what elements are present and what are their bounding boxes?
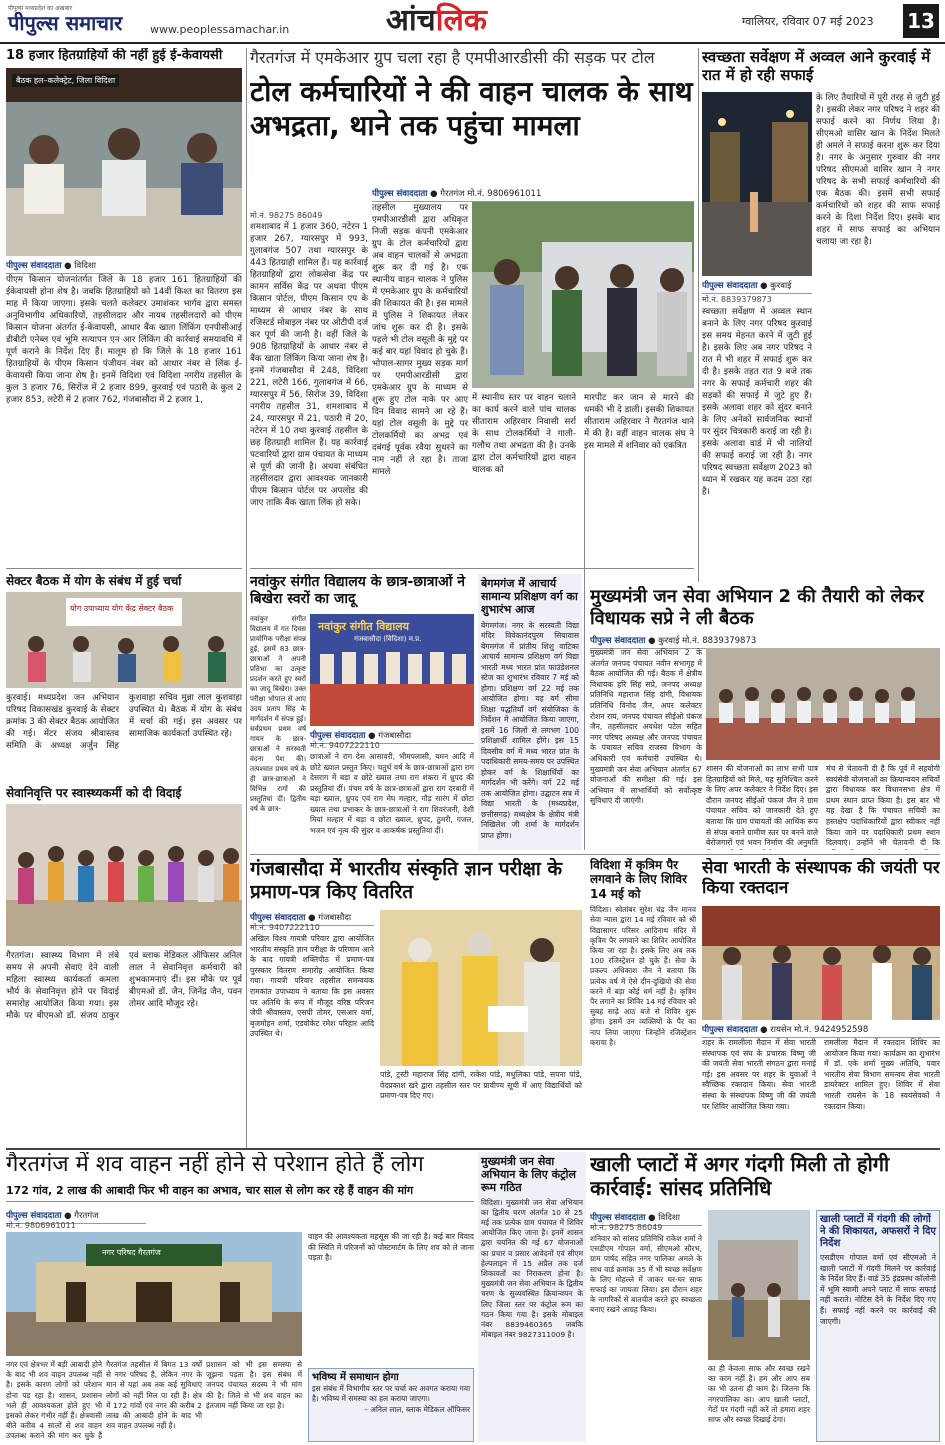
byline-name: पीपुल्स संवाददाता bbox=[590, 636, 646, 647]
byline-mobile: मो.नं. 98275 86049 bbox=[590, 1223, 663, 1232]
headline: विदिशा में कृत्रिम पैर लगवाने के लिए शिविर 14 मई को bbox=[590, 858, 687, 901]
toll-photo bbox=[472, 202, 694, 388]
kicker: गैरतगंज में एमकेआर ग्रुप चला रहा है एमपीआरडीसी की सड़क पर टोल bbox=[250, 48, 655, 67]
byline: पीपुल्स संवाददाता ● गैरतगंज मो.नं. 9806961011 bbox=[372, 186, 694, 202]
deck: 172 गांव, 2 लाख की आबादी फिर भी वाहन का अभाव, चार साल से लोग कर रहे हैं वाहन की मांग bbox=[6, 1184, 474, 1201]
body-text: शासन की योजनाओं का लाभ सभी पात्र हितग्राहियों को मिले, यह सुनिश्चित करने के लिए अपर कलेक्टर ने निर्देश दिए। इस दौरान जनपद सीईओ पंकज जैन ने ग्राम पंचायत सचिव को जानकारी देते हुए बताया कि ग्राम पंचायतों की आर्थिक रूप से संपन्न बनाने ग्रामीण स्तर पर बनने वाले बेरोजगारों एवं भवन निर्माण की अनुमति bbox=[706, 764, 818, 848]
byline-place: गंजबासौदा bbox=[318, 913, 352, 923]
byline-mobile: मो.नं. 9806961011 bbox=[6, 1221, 76, 1230]
plot-photo-graphic bbox=[708, 1210, 810, 1360]
story-control-room bbox=[478, 1152, 586, 1442]
meeting-photo bbox=[6, 68, 242, 256]
cm-photo-graphic bbox=[706, 648, 940, 760]
byline-name: पीपुल्स संवाददाता bbox=[310, 731, 366, 741]
body-text: छात्राओं ने राग देस आसावरी, भीमपलासी, यमन आदि में छोटे ख्याल प्रस्तुत किए। चतुर्थ वर्ष के छात्र-छात्राओं द्वारा राग देसराग में बड़ा व छोटे ख्याल तथा राग शंकरा में ध्रुपद की प्रस्तुतियां दीं। पंचम वर्ष के छात्र-छात्राओं द्वारा राग दरबारी में बड़ा ख्याल, ध्रुपद एवं राग मेघ मल्हार, गौड़ सारंग में छोटा ख्याल तथा प्रभाकर के छात्र-छात्राओं ने राग शिवरंजनी, देशी मियां मल्हार में बड़ा व छोटा ख्याल, ध्रुपद, ठुमरी, गजल, भजन एवं नृत्य की सुंदर व आकर्षक प्रस्तुतियां दीं। bbox=[310, 752, 474, 835]
side-box-title: खाली प्लाटों में गंदगी की लोगों ने की शिकायत, अफसरों ने दिए निर्देश bbox=[820, 1214, 936, 1249]
body-text: शहर के रामलीला मैदान में सेवा भारती संस्थापक एवं संघ के प्रचारक विष्णु जी की जयंती सेवा भारती संगठन द्वारा मनाई गई। इस अवसर पर शहर के युवाओं ने स्वैच्छिक रक्तदान किया। सेवा भारती संस्था के संस्थापक विष्णु जी की जयंती पर शिविर आयोजित किया गया। bbox=[702, 1038, 816, 1111]
night-photo-graphic bbox=[702, 92, 812, 276]
sector-meeting-photo bbox=[6, 592, 242, 688]
blood-photo-graphic bbox=[702, 906, 940, 1020]
byline-mobile: मो.नं. 8839379873 bbox=[682, 636, 757, 647]
story-gyan bbox=[250, 858, 582, 1144]
byline-mobile: मो.नं. 8839379873 bbox=[702, 295, 772, 304]
body-text: वाहन की आवश्यकता महसूस की जा रही है। कई बार विवाद की स्थिति में परिजनों को पोस्टमार्टम के लिए शव को ले जाना पड़ता है। bbox=[308, 1232, 474, 1263]
byline-place: गंजबासौदा bbox=[378, 731, 412, 741]
cm-meeting-photo bbox=[706, 648, 940, 760]
side-box-sign: – अनिल लाल, ब्लाक मेडिकल ऑफिसर bbox=[364, 1405, 470, 1414]
side-box-title: भविष्य में समाधान होगा bbox=[312, 1372, 399, 1383]
headline: सेक्टर बैठक में योग के संबंध में हुई चर्चा bbox=[6, 574, 182, 588]
byline: पीपुल्स संवाददाता ● रायसेन मो.नं. 9424952598 bbox=[702, 1022, 940, 1038]
side-box bbox=[816, 1210, 940, 1442]
column-rule bbox=[246, 48, 247, 1148]
byline-name: पीपुल्स संवाददाता bbox=[6, 261, 62, 271]
story-shav bbox=[6, 1152, 474, 1442]
body-text: नगर एवं क्षेत्रभर में बड़ी आबादी होने के बाद भी शव वाहन उपलब्ध नहीं है। इसके कारण लोगों को परेशान होना पड़ रहा है। शासन, प्रशासन भले ही आवश्यकता होते हुए भी इसको लेकर गंभीर नहीं हैं। क्षेत्रवासी बीते करीब 4 सालों से शव वाहन उपलब्ध कराने की मांग कर चुके हैं bbox=[6, 1360, 102, 1441]
body-text: मुख्यमंत्री जन सेवा अभियान 2 के अंतर्गत जनपद पंचायत नवीन सभागृह में बैठक आयोजित की गई। बैठक में क्षेत्रीय विधायक हरि सिंह सप्रे, जनपद अध्यक्ष प्रतिनिधि महाराज सिंह दांगी, विधायक प्रतिनिधि विनोद जैन, अपर कलेक्टर रोशन राय, जनपद पंचायत सीईओ पंकज जैन, तहसीलदार अवधेश पटेल सहित नगर परिषद अध्यक्ष और जनपद पंचायत के पंचायत सचिव राजस्व विभाग के अधिकारी एवं कर्मचारी उपस्थित थे। मुख्यमंत्री जन सेवा अभियान अंतर्गत 67 योजनाओं की समीक्षा की गई। इस अभियान में लाभार्थियों को सर्वोत्कृष्ट सुविधाएं दी जाएंगी। bbox=[590, 648, 702, 806]
body-text: शमशाबाद में 1 हजार 360, नटेरन 1 हजार 267, ग्यारसपुर में 993, गुलाबगंज 507 तथा ग्यारसपुर के 443 हितग्राही शामिल हैं। यह कार्रवाई हितग्राहियों द्वारा लोकसेवा केंद्र पर कामन सर्विस केंद्र पर अथवा पीएम किसान पोर्टल, पीएम किसान एप के माध्यम से आधार नंबर के साथ रजिस्टर्ड मोबाइल नंबर पर ओटीपी दर्ज कर पूर्ण की जानी है। वहीं जिले के 908 हितग्राहियों के आधार नंबर से बैंक खाता लिंकिंग किया जाना शेष है। इनमें गंजबासौदा में 248, विदिशा 221, लटेरी 166, गुलाबगंज में 66, ग्यारसपुर में 56, सिरोंज 39, विदिशा नगरीय तहसील 31, शमशाबाद में 24, ग्यारसपुर में 21, पठारी में 20, नटेरन में 10 तथा कुरवाई तहसील के छह हितग्राही शामिल हैं। यह कार्रवाई पटवारियों द्वारा ग्राम पंचायत के माध्यम से पूर्ण की जानी है। अथवा संबंधित तहसीलदार द्वारा आवश्यक जानकारी पीएम किसान पोर्टल पर अपलोड की जाए ताकि बैंक खाता लिंक हो सके। bbox=[250, 222, 368, 508]
headline: 18 हजार हितग्राहियों की नहीं हुई ई-केवायसी bbox=[6, 48, 223, 63]
body-text: का ही केवला साफ और स्वच्छ रखने का काम नहीं है। हम और आप सब का भी उतना ही काम है। जितना कि नगरपालिका का। आप खाली प्लाटों, गेटों पर गंदगी नहीं करें तो हमारा शहर साफ और स्वच्छ दिखाई देगा। bbox=[708, 1364, 810, 1425]
byline-mobile: मो.नं. 9407222110 bbox=[250, 923, 320, 932]
story-cm bbox=[590, 586, 940, 850]
farewell-photo bbox=[6, 804, 242, 946]
byline-name: पीपुल्स संवाददाता bbox=[702, 1025, 758, 1035]
plot-photo bbox=[708, 1210, 810, 1360]
rule bbox=[250, 854, 940, 855]
site-url[interactable]: www.peoplessamachar.in bbox=[150, 23, 290, 36]
toll-photo-graphic bbox=[472, 202, 694, 388]
story-plot bbox=[590, 1152, 940, 1442]
headline: स्वच्छता सर्वेक्षण में अव्वल आने कुरवाई में रात में हो रही सफाई bbox=[702, 48, 931, 84]
headline: नवांकुर संगीत विद्यालय के छात्र-छात्राओं ने बिखेरा स्वरों का जादू bbox=[250, 574, 466, 607]
body-text: गैरतगंज। स्वास्थ्य विभाग में लंबे समय से अपनी सेवाएं देने वाली महिला स्वास्थ्य कार्यकर्ता कमला भौर्य के सेवानिवृत्त होने पर विदाई समारोह आयोजित किया गया। इस मौके पर बीएमओ डॉ. संजय ठाकुर एवं ब्लाक मेडिकल ऑफिसर अनिल लाल ने सेवानिवृत्त कर्मचारी को शुभकामनाएं दीं। इस मौके पर पूर्व बीएमओ डॉ. जैन, जिनेंद्र जैन, पवन तोमर आदि मौजूद रहे। bbox=[6, 951, 242, 1021]
byline: पीपुल्स संवाददाता ● गंजबासौदा bbox=[250, 910, 374, 926]
story-sector bbox=[6, 574, 242, 780]
story-sewabharti bbox=[702, 858, 940, 1144]
dateline: ग्वालियर, रविवार 07 मई 2023 bbox=[742, 15, 874, 28]
byline: पीपुल्स संवाददाता ● गैरतगंज bbox=[6, 1208, 146, 1224]
headline: टोल कर्मचारियों ने की वाहन चालक के साथ अभद्रता, थाने तक पहुंचा मामला bbox=[250, 75, 693, 142]
body-text: विदिशा। स्वेतांबर सुरेश चंद्र जैन मानव सेवा न्यास द्वारा 14 मई रविवार को श्री विद्यासागर परिसर आदिनाथ मंदिर में कृत्रिम पैर लगवाने का शिविर आयोजित किया जा रहा है। इसके लिए अब तक 100 रजिस्ट्रेशन हो चुके हैं। सेवा के प्रकल्प अधिकाश जैन ने बताया कि प्रत्येक वर्ष में ऐसे दीन-दुखियों की सेवा करने में बड़ा कोई धर्म नहीं है। कृत्रिम पैर लगाने का शिविर 14 मई रविवार को सुबह साढ़े आठ बजे से शिविर शुरू होगा। इसमें उन व्यक्तियों के पैर का नाप लिया जाएगा जिन्होंने रजिस्ट्रेशन कराया है। bbox=[590, 905, 696, 1047]
story-ekyc-continued bbox=[250, 210, 368, 564]
side-box-text: एसडीएम गोपाल वर्मा एवं सीएमओ ने खाली प्लाटों में गंदगी मिलने पर कार्रवाई के निर्देश दिए हैं। वार्ड 35 इंद्रप्रस्थ कॉलोनी में भूमि स्वामी अपने प्लाट में साफ सफाई नहीं कराते। नोटिस देने के निर्देश दिए गए हैं। सफाई नहीं करने पर कार्रवाई की जाएगी। bbox=[820, 1253, 936, 1326]
story-music bbox=[250, 574, 474, 850]
section-title-part-b: लिक bbox=[435, 3, 487, 38]
rule bbox=[6, 1148, 940, 1150]
headline: सेवानिवृत्ति पर स्वास्थ्यकर्मी को दी विदाई bbox=[6, 786, 182, 800]
byline: पीपुल्स संवाददाता ● विदिशा bbox=[590, 1210, 702, 1226]
story-toll-headline bbox=[250, 48, 694, 208]
byline-name: पीपुल्स संवाददाता bbox=[250, 913, 306, 923]
body-text: मारपीट कर जान से मारने की धमकी भी दे डाली। इसकी शिकायत सीताराम अहिरवार ने गैरतगंज थाने में की है। वहीं वाहन चालक संघ ने इस मामले में शनिवार को एकत्रित bbox=[584, 393, 694, 451]
headline: गैरतगंज में शव वाहन नहीं होने से परेशान होते हैं लोग bbox=[6, 1152, 424, 1177]
body-text: पीएम किसान योजनांतर्गत जिले के 18 हजार 161 हितग्राहियों की ईकेवायसी होना शेष है। जबकि हितग्राहियों को 14वीं किश्त का वितरण इस माह में किया जाएगा। इसके चलते कलेक्टर उमाशंकर भार्गव द्वारा समस्त अनुविभागीय अधिकारियों, तहसीलदार और नायब तहसीलदारों को पीएम किसान योजना अंतर्गत ई-केवायसी, आधार बैंक खाता लिंकिंग एनपीसीआई डीबीटी एनेब्ल एवं भूमि सत्यापन एन आर लिंकिंग की कार्रवाई समयावधि में पूर्ण कराने के निर्देश दिए हैं। मालूम हो कि जिले के 18 हजार 161 हितग्राहियों के पीएम किसान पंजीयन नंबर को आधार नंबर से लिंक ई-केवायसी किया जाना शेष है। इनमें विदिशा एवं विदिशा नगरीय तहसील के कुल 3 हजार 76, सिरोंज में 2 हजार 899, कुरवाई एवं पठारी के कुल 2 हजार 853, लटेरी में 2 हजार 762, गंजबासौदा में 2 हजार 1, bbox=[6, 275, 242, 405]
body-text: में स्थानीय स्तर पर वाहन चलाने का कार्य करने वाले पांच चालक सीताराम अहिरवार निवासी सर्रा के साथ टोलकर्मियों ने गाली-गलौच तथा अभद्रता की है। उनके द्वारा टोल कर्मचारियों द्वारा वाहन चालक को bbox=[472, 393, 576, 475]
byline-place: कुरवाई bbox=[658, 636, 680, 647]
newspaper-logo bbox=[8, 4, 122, 34]
body-text: स्वच्छता सर्वेक्षण में अव्वल स्थान बनाने के लिए नगर परिषद कुरवाई इस समय मेहनत करने में जुटी हुई है। इसके लिए अब नगर परिषद ने रात में भी शहर में सफाई शुरू कर दी है। इसके तहत रात 9 बजे तक नगर के सफाई कर्मचारी शहर की सड़कों की सफाई में जुटे हुए हैं। इसके अलावा शहर को सुंदर बनाने के लिए अनेकों सार्वजनिक स्थानों पर सुंदर चित्रकारी कराई जा रही है। इसके अलावा वार्ड में भी नालियों की सफाई कराई जा रही है। नगर परिषद स्वच्छता सर्वेक्षण 2023 को ध्यान में रखकर यह कदम उठा रहा है। bbox=[702, 307, 812, 497]
story-acharya bbox=[478, 574, 582, 850]
headline: मुख्यमंत्री जन सेवा अभियान के लिए कंट्रोल रूम गठित bbox=[481, 1155, 576, 1195]
byline-mobile: मो.नं. 9407222110 bbox=[310, 741, 380, 750]
byline-place: रायसेन bbox=[770, 1025, 792, 1035]
meeting-photo-graphic bbox=[6, 68, 242, 256]
headline: गंजबासौदा में भारतीय संस्कृति ज्ञान परीक्षा के प्रमाण-पत्र किए वितरित bbox=[250, 858, 563, 903]
byline-place: कुरवाई bbox=[770, 281, 792, 291]
body-text: कुरवाई। मध्यप्रदेश जन अभियान परिषद विकासखंड कुरवाई के सेक्टर क्रमांक 3 की सेक्टर बैठक आयोजित की गई। मेंटर संजय श्रीवास्तव समिति के अध्यक्ष अर्जुन सिंह कुशवाहा सचिव मुन्ना लाल कुशवाहा उपस्थित थे। बैठक में योग के संबंध में चर्चा की गई। इस अवसर पर सामाजिक कार्यकर्ता उपस्थित रहे। bbox=[6, 693, 242, 751]
brand-tag: पीपुल्स मध्यप्रदेश का अखबार bbox=[8, 5, 73, 12]
body-text: शनिवार को सांसद प्रतिनिधि राकेश शर्मा ने एसडीएम गोपाल वर्मा, सीएमओ सौरभ, ग्राम पार्षद सहित नगर पालिका अमले के साथ वार्ड क्रमांक 35 में भी स्वच्छ सर्वेक्षण के लिए मोहल्ले में जाकर घर-घर साफ सफाई का जायजा लिया। इस दौरान शहर के नागरिकों से बातचीत करते हुए स्वच्छता बनाए रखने आग्रह किया। bbox=[590, 1234, 702, 1315]
headline: बेगमगंज में आचार्य सामान्य प्रशिक्षण वर्ग का शुभारंभ आज bbox=[481, 577, 578, 617]
photo-banner: योग उपाध्याय योग केंद्र सेक्टर बैठक bbox=[70, 604, 174, 613]
body-text: पांडे, ट्रस्टी महाराज सिंह दांगी, राकेश पांडे, मधुलिका पांडे, सपना पांडे, वेदप्रकाश खरे द्वारा तहसील स्तर पर प्रावीण्य सूची में आए विद्यार्थियों को प्रमाण-पत्र दिए गए। bbox=[380, 1070, 582, 1101]
byline-place: गैरतगंज bbox=[74, 1211, 99, 1221]
photo-banner: बैठक हल–कलेक्ट्रेट, जिला विदिशा bbox=[12, 74, 119, 87]
body-text: अखिल विश्व गायत्री परिवार द्वारा आयोजित भारतीय संस्कृति ज्ञान परीक्षा के परिणाम आने के बाद गायत्री शक्तिपीठ में प्रमाण-पत्र पुरस्कार वितरण समारोह आयोजित किया गया। गायत्री परिवार तहसील समन्वयक रामकांत उपाध्याय ने बताया कि इस अवसर पर अतिथि के रूप में मौजूद वरिष्ठ परिजन जेपी श्रीवास्तव, एसपी तोमर, एसआर वर्मा, बृजमोहन शर्मा, एडवोकेट रमेश परिहार आदि उपस्थित थे। bbox=[250, 934, 374, 1039]
photo-sign: नगर परिषद गैरतगंज bbox=[102, 1248, 161, 1257]
body-text: गैरतगंज तहसील में बिगत 13 वर्षों से नगर परिषद है, लेकिन नगर के मान से यहां अब तक कई सुविधाएं लोगों को नहीं मिल पा रही हैं। क्षेत्र में 172 गांवों एवं नगर की करीब 2 लाख की आबादी होने के बाद भी शव वाहन उपलब्ध नहीं है। bbox=[106, 1360, 202, 1431]
photo-banner: नवांकुर संगीत विद्यालय bbox=[318, 620, 410, 633]
body-text: के लिए तैयारियों में पूरी तरह से जुटी हुई है। इसकी लेकर नगर परिषद ने शहर की सफाई करने का निर्णय लिया है। सीएमओ वासिर खान के निर्देश मिलते ही अमले ने सफाई करना शुरू कर दिया है। नगर के अनुसार गुरुवार की नगर परिषद सीएमओ वासिर खान ने नगर परिषद के सभी सफाई कर्मचारियों की एक बैठक की। इसमें सभी सफाई कर्मचारियों को शहर की साफ सफाई करने के दिशा निर्देश दिए। इसके बाद शहर में साफ सफाई का अभियान चलाया जा रहा है। bbox=[816, 93, 940, 247]
headline: मुख्यमंत्री जन सेवा अभियान 2 की तैयारी को लेकर विधायक सप्रे ने ली बैठक bbox=[590, 586, 924, 629]
story-sevanivrutti bbox=[6, 786, 242, 1144]
byline-name: पीपुल्स संवाददाता bbox=[702, 281, 758, 291]
byline-mobile: मो.नं. 9806961011 bbox=[467, 189, 542, 199]
byline: पीपुल्स संवाददाता ● विदिशा bbox=[6, 258, 242, 274]
body-text: तहसील मुख्यालय पर एमपीआरडीसी द्वारा अधिकृत निजी सड़क कंपनी एमकेआर ग्रुप के टोल कर्मचारियों द्वारा अब वाहन चालकों से अभद्रता शुरू कर दी गई है। एक स्थानीय वाहन चालक ने पुलिस में एमकेआर ग्रुप के कर्मचारियों की शिकायत की है। इस मामले में पुलिस ने शिकायत लेकर जांच शुरू कर दी है। इसके पहले भी टोल वसूली के मुद्दे पर कई बार यहां विवाद हो चुके हैं। भोपाल-सागर मुख्य सड़क मार्ग पर एमपीआरडीसी द्वारा एमकेआर ग्रुप के माध्यम से शुरू हुए टोल नाके पर आए दिन विवाद सामने आ रहे हैं। यहां टोल वसूली के मुद्दे पर टोलकर्मियों का अभद्र एवं दबंगई पूर्वक रवैया सुधरने का नाम नहीं ले रहा है। ताजा मामले bbox=[372, 203, 468, 477]
byline-name: पीपुल्स संवाददाता bbox=[372, 189, 428, 199]
byline: पीपुल्स संवाददाता ● गंजबासौदा bbox=[310, 728, 474, 744]
byline: पीपुल्स संवाददाता ● कुरवाई मो.नं. 8839379873 bbox=[590, 633, 940, 649]
byline-mobile: मो.नं. 98275 86049 bbox=[250, 211, 323, 220]
body-text: बेगमगंज। नगर के सरस्वती विद्या मंदिर विवेकानंदपुरम सियावास बेगमगंज में प्रांतीय शिशु वाटिका आचार्य सामान्य प्रशिक्षण वर्ग विद्या भारती मध्य भारत प्रांत फाउंडेशनल स्टेज का शुभारंभ रविवार 7 मई को होगा। प्रशिक्षण वर्ग 22 मई तक आयोजित होगा। यह वर्ग सीमा शिक्षा पद्धतियाँ वर्ग संयोजिका के निर्देशन में आयोजित किया जाएगा, इसमें 16 जिलों से लगभग 100 प्रशिक्षार्थी शामिल होंगे। इस 15 दिवसीय वर्ग में मध्य भारत प्रांत के पदाधिकारी समय-समय पर उपस्थित होकर वर्ग के शिक्षार्थियों का मार्गदर्शन भी करेंगे। वर्ग 22 मई तक आयोजित होगा। उद्घाटन सत्र में विद्या भारती के (मध्यप्रदेश, छत्तीसगढ़) मध्यक्षेत्र के क्षेत्रीय मंत्री निखिलेश जी शर्मा के मार्गदर्शन प्राप्त होगा। bbox=[481, 620, 579, 840]
masthead bbox=[0, 0, 945, 44]
byline-name: पीपुल्स संवाददाता bbox=[6, 1211, 62, 1221]
headline: सेवा भारती के संस्थापक की जयंती पर किया रक्तदान bbox=[702, 858, 940, 899]
rule bbox=[6, 568, 242, 569]
farewell-photo-graphic bbox=[6, 804, 242, 946]
body-text: रामलीला मैदान में रक्तदान शिविर का आयोजन किया गया। कार्यक्रम का शुभारंभ में डॉ. एके शर्मा मुख्य अतिथि, पवार भारतीय सेवा विभाग समन्वय सेवा भारती डायरेक्टर शामिल हुए। शिविर में सेवा भारती रायसेन के 18 स्वयंसेवकों ने रक्तदान किया। bbox=[824, 1038, 940, 1111]
photo-banner-sub: गंजबासौदा (विदिशा) म.प्र. bbox=[354, 635, 422, 643]
side-box bbox=[308, 1368, 474, 1442]
music-school-photo bbox=[310, 614, 474, 726]
blood-donation-photo bbox=[702, 906, 940, 1020]
byline-place: विदिशा bbox=[658, 1213, 680, 1223]
page-number: 13 bbox=[903, 4, 939, 38]
night-street-photo bbox=[702, 92, 812, 276]
body-text: विदिशा। मुख्यमंत्री जन सेवा अभियान का द्वितीय चरण अंतर्गत 10 से 25 मई तक प्रत्येक ग्राम पंचायत में शिविर आयोजित किए जाना है। इनमें शासन द्वारा चयनित की गई 67 योजनाओं का प्रचार व प्रसार आवेदनों एवं सीएम हेल्पलाइन में 15 अप्रैल तक दर्ज शिकायतों का निराकरण होना है। मुख्यमंत्री जन सेवा अभियान के द्वितीय चरण के सुव्यवस्थित क्रियान्वयन के लिए जिला स्तर पर कंट्रोल रूम का गठन किया गया है। इसके मोबाइल नंबर 8839460365 जबकि मोबाइल नंबर 9827311009 है। bbox=[481, 1197, 583, 1340]
body-text: नवांकुर संगीत विद्यालय में गत दिवस प्रायोगिक परीक्षा संपन्न हुई, इसमें 83 छात्र-छात्राओं ने अपनी प्रतिभा का उत्कृष्ट प्रदर्शन करते हुए स्वरों का जादू बिखेरा। उक्त परीक्षा भोपाल से आए उदय प्रताप सिंह के मार्गदर्शन में संपन्न हुई। सर्वप्रथम प्रथम वर्ष गायन के छात्र-छात्राओं ने सरस्वती वंदना पेश की। तत्पश्चात प्रथम वर्ष के ही छात्र-छात्राओं ने विभिन्न रागों की प्रस्तुतियां दीं। द्वितीय वर्ष के छात्र- bbox=[250, 615, 306, 813]
headline: खाली प्लाटों में अगर गंदगी मिली तो होगी कार्रवाई: सांसद प्रतिनिधि bbox=[590, 1152, 890, 1200]
story-swachh bbox=[702, 48, 940, 582]
section-title bbox=[386, 2, 487, 40]
byline-mobile: मो.नं. 9424952598 bbox=[794, 1025, 869, 1035]
brand-name: पीपुल्स समाचार bbox=[8, 11, 123, 35]
byline-place: विदिशा bbox=[74, 261, 96, 271]
nagar-parishad-photo bbox=[6, 1232, 302, 1356]
story-toll bbox=[372, 186, 694, 564]
section-title-part-a: आंच bbox=[386, 3, 436, 38]
column-rule bbox=[698, 48, 699, 582]
story-vidisha bbox=[590, 858, 696, 1144]
certificate-photo-graphic bbox=[380, 910, 582, 1066]
story-ekyc bbox=[6, 48, 242, 564]
rule bbox=[250, 568, 694, 569]
side-box-text: इस संबंध में विभागीय स्तर पर चर्चा कर अवगत कराया गया है। भविष्य में समस्या का हल कराया जाएगा। bbox=[312, 1384, 470, 1403]
certificate-photo bbox=[380, 910, 582, 1066]
body-text: प्रशासन को भी इस समस्या से जूझना पड़ता है। इस संबंध में जनपद पंचायत सदस्य ने भी मांग की है। जिले से भी शव वाहन का इंतजाम नहीं किया जा रहा है। bbox=[206, 1360, 302, 1410]
byline: पीपुल्स संवाददाता ● कुरवाई bbox=[702, 278, 812, 294]
body-text: मंच से चेतावनी दी है कि पूर्व में सहयोगी स्वयंसेवी योजनाओं का क्रियान्वयन सचिवों द्वारा विधायक कर विधानसभा क्षेत्र में प्रथम स्थान प्राप्त किया है। इस बार भी यह देखा है कि पंचायत सचिवों का हस्तक्षेप पदाधिकारियों द्वारा स्वीकार नहीं किया जाने पर पदाधिकारी प्रथम स्थान दिलवाएं। उन्होंने भी चेतावनी दी कि bbox=[826, 764, 940, 848]
byline-name: पीपुल्स संवाददाता bbox=[590, 1213, 646, 1223]
byline-place: गैरतगंज bbox=[440, 189, 465, 199]
